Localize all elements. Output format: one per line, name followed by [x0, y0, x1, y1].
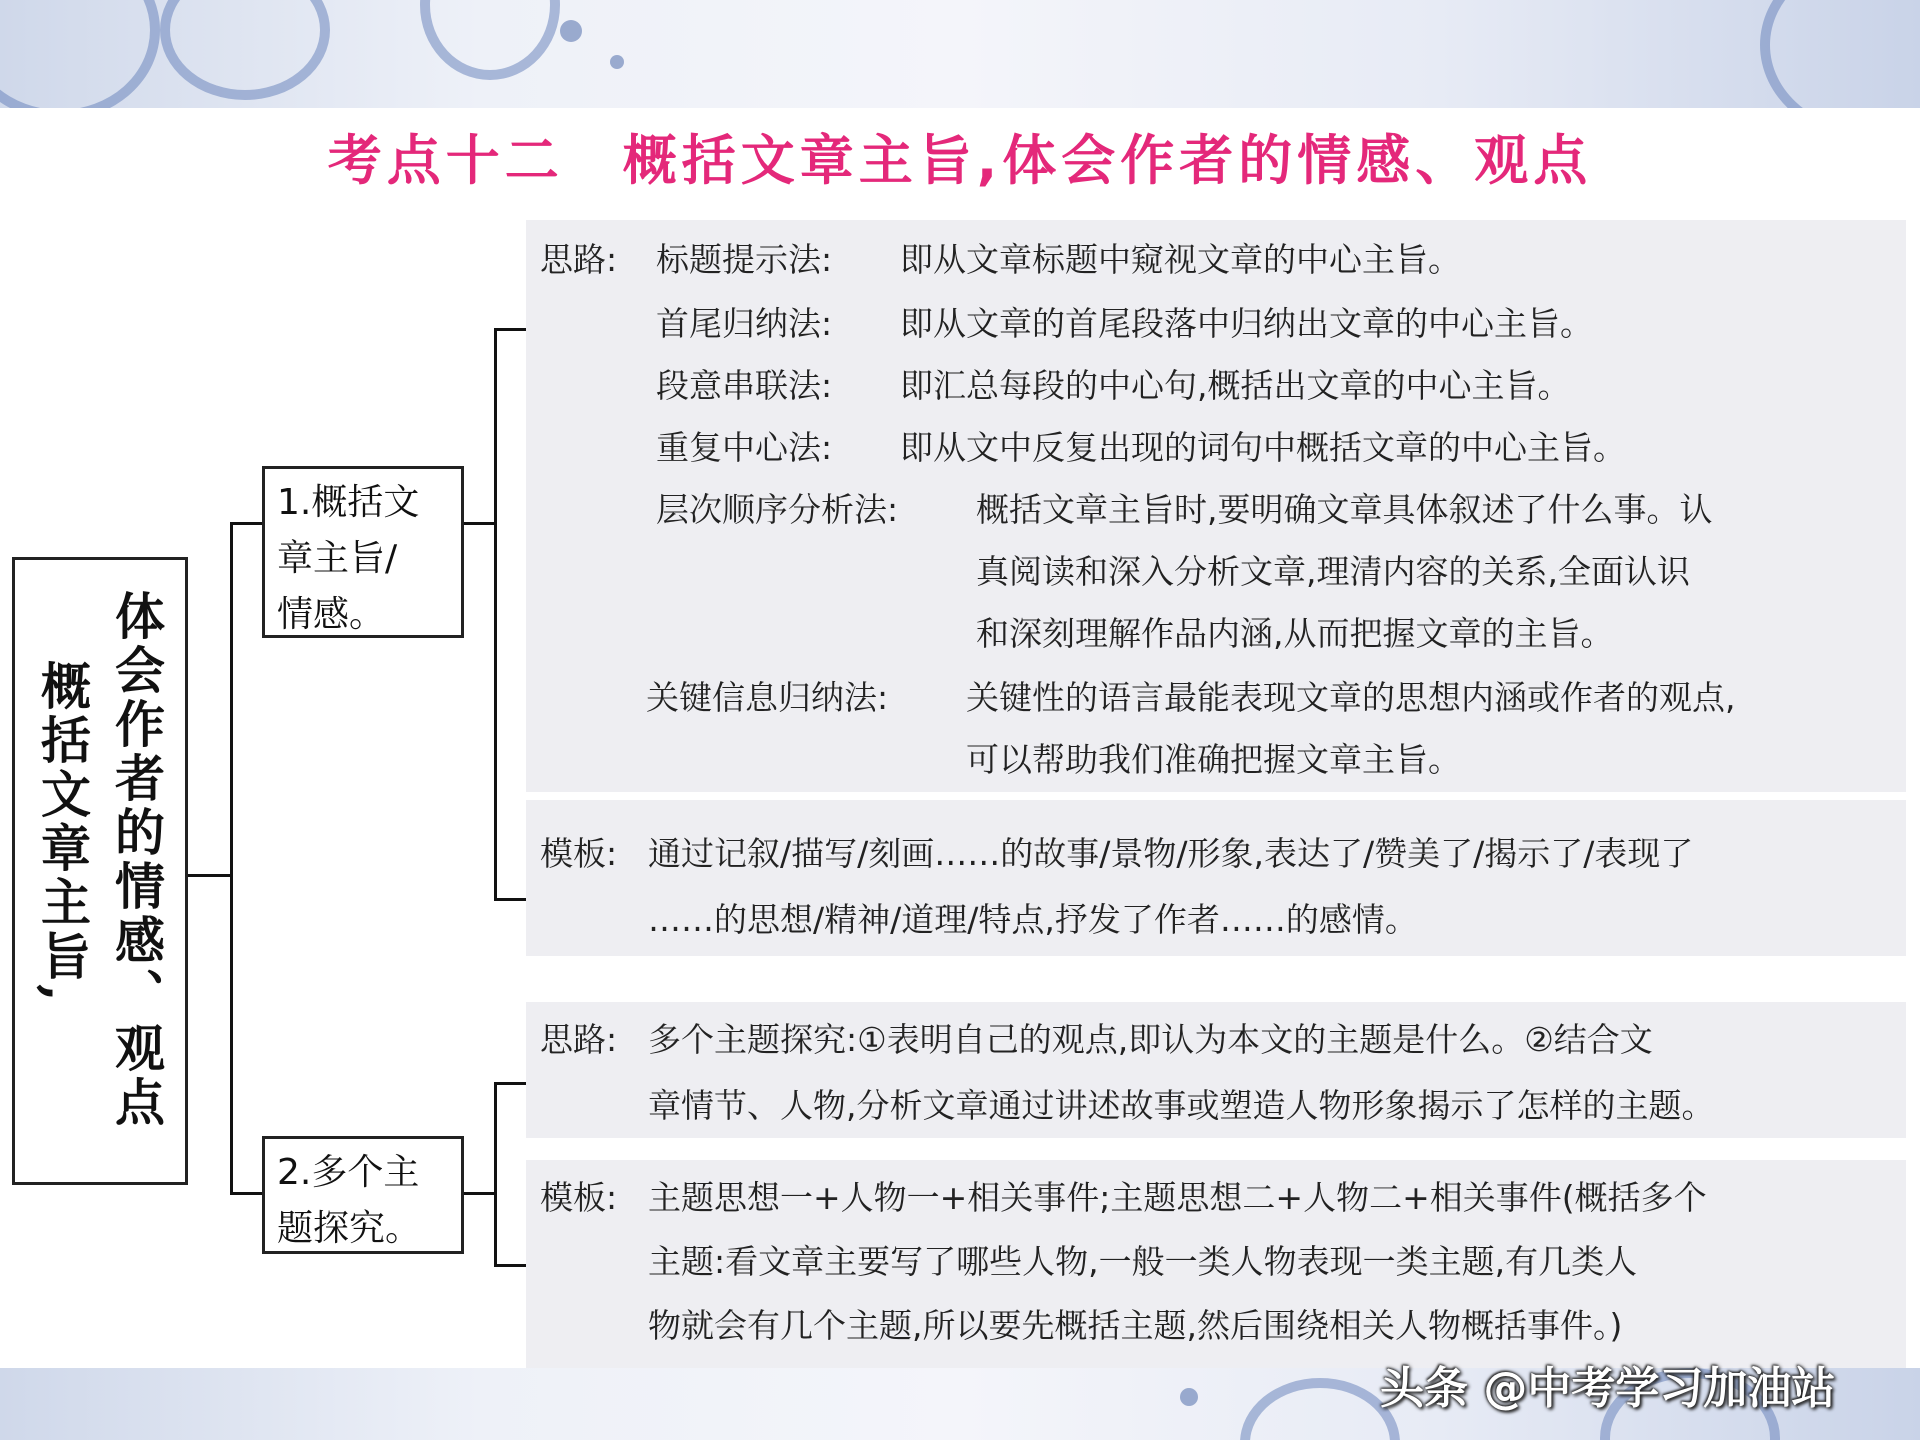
- swirl-ornament: [0, 0, 160, 108]
- swirl-ornament: [160, 0, 330, 100]
- idea-text: 多个主题探究:①表明自己的观点,即认为本文的主题是什么。②结合文: [648, 1020, 1653, 1059]
- branch1-node: [262, 466, 464, 638]
- method-name: 关键信息归纳法:: [646, 678, 889, 717]
- branch2-label-line: 题探究。: [277, 1208, 422, 1249]
- branch2-node: [262, 1136, 464, 1254]
- root-label-left: 概括文章主旨,: [33, 660, 92, 1006]
- branch2-label-line: 2.多个主: [277, 1152, 420, 1193]
- connector-line: [230, 1192, 264, 1195]
- dot-ornament: [560, 20, 582, 42]
- connector-line: [494, 328, 497, 901]
- template-text: 主题:看文章主要写了哪些人物,一般一类人物表现一类主题,有几类人: [648, 1242, 1638, 1281]
- branch1-muban-label: 模板:: [540, 834, 618, 873]
- page-title: 考点十二 概括文章主旨,体会作者的情感、观点: [327, 129, 1593, 192]
- connector-line: [494, 1082, 526, 1085]
- method-name: 标题提示法:: [656, 240, 833, 279]
- template-text: 物就会有几个主题,所以要先概括主题,然后围绕相关人物概括事件。): [648, 1306, 1623, 1345]
- connector-line: [230, 522, 233, 1195]
- connector-line: [462, 1192, 496, 1195]
- branch1-label-line: 情感。: [277, 594, 386, 635]
- template-text: 主题思想一+人物一+相关事件;主题思想二+人物二+相关事件(概括多个: [648, 1178, 1707, 1217]
- branch1-label-line: 1.概括文: [277, 482, 420, 523]
- method-text: 即从文章的首尾段落中归纳出文章的中心主旨。: [900, 304, 1593, 343]
- idea-text: 章情节、人物,分析文章通过讲述故事或塑造人物形象揭示了怎样的主题。: [648, 1086, 1715, 1125]
- branch1-silu-label: 思路:: [540, 240, 618, 279]
- template-text: 通过记叙/描写/刻画……的故事/景物/形象,表达了/赞美了/揭示了/表现了: [648, 834, 1694, 873]
- method-name: 重复中心法:: [656, 428, 833, 467]
- method-name: 段意串联法:: [656, 366, 833, 405]
- root-label-right: 体会作者的情感、观点: [107, 590, 166, 1130]
- connector-line: [188, 874, 232, 877]
- method-text: 可以帮助我们准确把握文章主旨。: [966, 740, 1461, 779]
- method-text: 真阅读和深入分析文章,理清内容的关系,全面认识: [976, 552, 1690, 591]
- method-name: 层次顺序分析法:: [656, 490, 899, 529]
- connector-line: [494, 1082, 497, 1267]
- method-text: 关键性的语言最能表现文章的思想内涵或作者的观点,: [966, 678, 1736, 717]
- branch2-muban-label: 模板:: [540, 1178, 618, 1217]
- connector-line: [494, 1264, 526, 1267]
- connector-line: [462, 522, 496, 525]
- method-text: 即从文中反复出现的词句中概括文章的中心主旨。: [900, 428, 1626, 467]
- watermark: 头条 @中考学习加油站: [1380, 1363, 1836, 1414]
- swirl-ornament: [1240, 1378, 1400, 1440]
- method-name: 首尾归纳法:: [656, 304, 833, 343]
- root-node: [12, 557, 188, 1185]
- dot-ornament: [1180, 1388, 1198, 1406]
- branch2-silu-label: 思路:: [540, 1020, 618, 1059]
- swirl-ornament: [1760, 0, 1920, 108]
- method-text: 概括文章主旨时,要明确文章具体叙述了什么事。认: [976, 490, 1713, 529]
- swirl-ornament: [420, 0, 560, 80]
- template-text: ……的思想/精神/道理/特点,抒发了作者……的感情。: [648, 900, 1418, 939]
- top-decorative-banner: [0, 0, 1920, 108]
- method-text: 即从文章标题中窥视文章的中心主旨。: [900, 240, 1461, 279]
- connector-line: [494, 898, 526, 901]
- connector-line: [230, 522, 264, 525]
- branch1-label-line: 章主旨/: [277, 538, 398, 579]
- connector-line: [494, 328, 526, 331]
- method-text: 和深刻理解作品内涵,从而把握文章的主旨。: [976, 614, 1614, 653]
- dot-ornament: [610, 55, 624, 69]
- method-text: 即汇总每段的中心句,概括出文章的中心主旨。: [900, 366, 1571, 405]
